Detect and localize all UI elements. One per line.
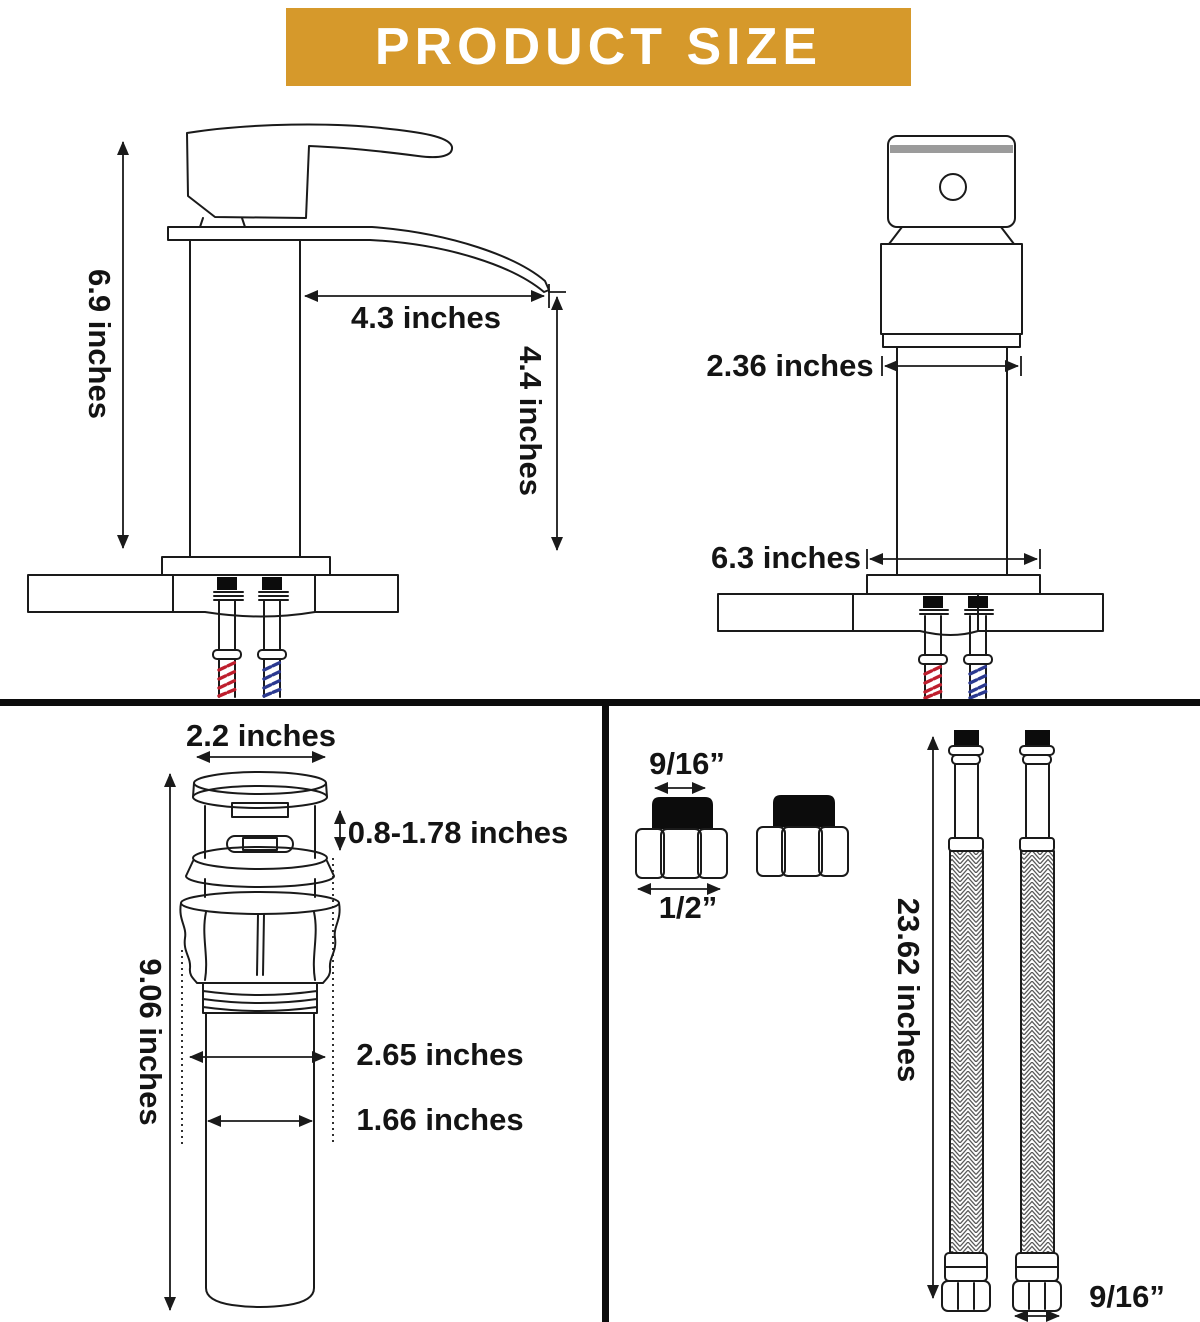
adapter-1 [636, 797, 727, 878]
dim-adapter-top: 9/16” [649, 746, 725, 781]
dim-side-body-width: 2.36 inches [706, 348, 874, 383]
handle-cap-stripe [890, 145, 1013, 153]
dim-front-height: 6.9 inches [82, 269, 117, 419]
dim-spout-reach: 4.3 inches [351, 300, 501, 335]
hose-2 [1013, 730, 1061, 1311]
handle-lever [187, 124, 452, 218]
handle-dot [940, 174, 966, 200]
base-plate [162, 557, 330, 575]
drain-threads [203, 983, 317, 1013]
drain-cap-top [194, 772, 326, 794]
dim-side-base-width: 6.3 inches [711, 540, 861, 575]
dim-hose-length: 23.62 inches [891, 897, 926, 1083]
faucet-side-view-drawing [718, 136, 1103, 698]
spout-body [881, 244, 1022, 334]
dim-drain-cap-width: 2.2 inches [186, 718, 336, 753]
hose-1 [942, 730, 990, 1311]
section-divider-vertical [602, 706, 609, 1322]
dim-drain-flange-width: 2.65 inches [356, 1037, 524, 1072]
page-title: PRODUCT SIZE [286, 8, 911, 86]
dim-drain-cap-height: 0.8-1.78 inches [347, 815, 569, 850]
dim-adapter-bottom: 1/2” [658, 890, 718, 925]
cold-supply-tube [258, 577, 288, 697]
dim-drain-height: 9.06 inches [133, 958, 168, 1126]
cap-neck [889, 227, 1014, 244]
waterfall-spout [168, 227, 549, 292]
hot-supply-tube [213, 577, 243, 697]
section-divider-horizontal [0, 699, 1200, 706]
drain-locknut-top [181, 892, 339, 914]
drain-cap-rim [193, 786, 327, 808]
drain-cap-notch [232, 803, 288, 817]
dim-drain-tail-width: 1.66 inches [356, 1102, 524, 1137]
deck-plate [28, 575, 398, 617]
dim-hose-nut: 9/16” [1089, 1279, 1165, 1314]
hot-supply-tube [919, 596, 948, 698]
dim-spout-height: 4.4 inches [513, 346, 548, 496]
supply-hoses-drawing [942, 730, 1061, 1311]
hose-adapters-drawing [636, 795, 848, 878]
deck-plate [718, 594, 1103, 635]
adapter-2 [757, 795, 848, 876]
handle-neck [200, 218, 245, 227]
body-column [190, 240, 300, 557]
